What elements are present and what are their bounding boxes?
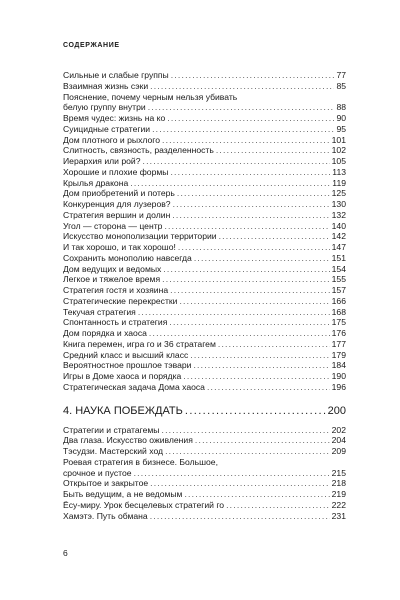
- toc-entry[interactable]: [63, 81, 346, 92]
- toc-entry[interactable]: [63, 446, 346, 457]
- toc-entry-page: 176: [331, 328, 346, 338]
- leader-dots: [218, 339, 330, 350]
- toc-entry-page: 142: [331, 231, 346, 242]
- toc-entry-title: срочное и пустое: [63, 467, 132, 478]
- toc-entry[interactable]: [63, 285, 346, 296]
- leader-dots: [165, 446, 330, 457]
- toc-entry-page: 231: [331, 510, 346, 521]
- leader-dots: [130, 178, 330, 189]
- toc-entry[interactable]: [63, 70, 346, 81]
- toc-entry-title: Стратегия гостя и хозяина: [63, 285, 169, 295]
- toc-entry-title: Вероятностное прошлое тэвари: [63, 360, 192, 371]
- leader-dots: [169, 317, 329, 328]
- toc-entry-title: Дом ведущих и ведомых: [63, 263, 162, 274]
- toc-entry[interactable]: [63, 124, 346, 135]
- leader-dots: [162, 135, 330, 146]
- toc-entry-title: Стратегические перекрестки: [63, 295, 178, 306]
- toc-entry-title: Крылья дракона: [63, 177, 129, 188]
- leader-dots: [170, 285, 330, 296]
- toc-entry-page: 190: [331, 371, 346, 381]
- toc-entry[interactable]: [63, 135, 346, 146]
- toc-entry-title: Быть ведущим, а не ведомым: [63, 489, 183, 499]
- chapter-page: 200: [327, 404, 346, 417]
- leader-dots: [194, 253, 330, 264]
- toc-entry-title: Хорошие и плохие формы: [63, 166, 169, 177]
- toc-entry-multiline[interactable]: [63, 92, 346, 114]
- leader-dots: [142, 156, 329, 167]
- leader-dots: [195, 435, 330, 446]
- toc-entry-title: Стратегическая задача Дома хаоса: [63, 381, 205, 392]
- toc-entry-title: Дом порядка и хаоса: [63, 328, 147, 338]
- toc-entry[interactable]: [63, 274, 346, 285]
- toc-entry[interactable]: [63, 188, 346, 199]
- leader-dots: [150, 81, 334, 92]
- toc-entry-page: 209: [331, 446, 346, 456]
- toc-entry-title-line1: Роевая стратегия в бизнесе. Большое,: [63, 456, 218, 467]
- toc-entry-page: 196: [331, 381, 346, 392]
- toc-entry-page: 101: [331, 134, 346, 145]
- toc-entry-title: Книга перемен, игра го и 36 стратагем: [63, 338, 216, 349]
- toc-entry[interactable]: [63, 382, 346, 393]
- toc-entry-page: 140: [331, 220, 346, 231]
- toc-entry[interactable]: [63, 145, 346, 156]
- leader-dots: [193, 360, 329, 371]
- leader-dots: [162, 274, 330, 285]
- table-of-contents: [63, 70, 346, 521]
- toc-entry-title: Игры в Доме хаоса и порядка: [63, 371, 182, 381]
- leader-dots: [150, 511, 330, 522]
- toc-entry-page: 77: [336, 70, 346, 80]
- toc-entry-title: Суицидные стратегии: [63, 123, 151, 134]
- leader-dots: [179, 296, 329, 307]
- toc-entry-page: 166: [331, 295, 346, 306]
- toc-entry[interactable]: [63, 178, 346, 189]
- leader-dots: [178, 242, 330, 253]
- toc-entry-page: 151: [331, 252, 346, 263]
- toc-entry-title: Искусство монополизации территории: [63, 231, 217, 242]
- toc-entry[interactable]: [63, 339, 346, 350]
- toc-entry-title: белую группу внутри: [63, 102, 146, 113]
- toc-entry[interactable]: [63, 113, 346, 124]
- toc-entry-page: 184: [331, 360, 346, 371]
- toc-entry-title: Слитность, связность, разделенность: [63, 145, 214, 156]
- toc-entry[interactable]: [63, 231, 346, 242]
- toc-entry-title-line1: Пояснение, почему черным нельзя убивать: [63, 91, 238, 102]
- toc-entry-page: 179: [331, 349, 346, 360]
- toc-entry-page: 132: [331, 209, 346, 220]
- toc-entry-page: 102: [331, 145, 346, 156]
- leader-dots: [226, 500, 330, 511]
- leader-dots: [152, 124, 334, 135]
- toc-entry-page: 222: [331, 499, 346, 510]
- toc-entry[interactable]: [63, 328, 346, 339]
- leader-dots: [172, 210, 329, 221]
- toc-entry[interactable]: [63, 489, 346, 500]
- toc-entry[interactable]: [63, 371, 346, 382]
- toc-entry-page: 88: [336, 102, 346, 113]
- toc-entry-title: Два глаза. Искусство оживления: [63, 435, 193, 446]
- leader-dots: [138, 307, 330, 318]
- toc-entry[interactable]: [63, 360, 346, 371]
- toc-entry-title: Хамэтэ. Путь обмана: [63, 510, 148, 521]
- toc-entry-page: 95: [336, 123, 346, 134]
- toc-entry-page: 202: [331, 424, 346, 435]
- leader-dots: [216, 145, 330, 156]
- leader-dots: [190, 350, 329, 361]
- toc-entry[interactable]: [63, 210, 346, 221]
- toc-entry-page: 85: [336, 80, 346, 91]
- toc-entry-page: 175: [331, 317, 346, 328]
- toc-entry[interactable]: [63, 435, 346, 446]
- toc-entry-title: Текучая стратегия: [63, 306, 136, 317]
- toc-entry-page: 125: [331, 188, 346, 199]
- toc-entry-title: Спонтанность и стратегия: [63, 317, 168, 328]
- toc-entry-title: Взаимная жизнь сэки: [63, 80, 149, 91]
- toc-entry-page: 105: [331, 156, 346, 166]
- page-number: 6: [63, 548, 68, 558]
- toc-entry-page: 218: [331, 478, 346, 489]
- toc-entry[interactable]: [63, 350, 346, 361]
- toc-entry-title: Легкое и тяжелое время: [63, 274, 161, 285]
- toc-entry-title: Средний класс и высший класс: [63, 349, 189, 360]
- running-header: СОДЕРЖАНИЕ: [63, 42, 120, 49]
- toc-entry-title: Стратегия вершин и долин: [63, 209, 171, 220]
- toc-entry-title: Тэсудзи. Мастерский ход: [63, 446, 164, 456]
- leader-dots: [183, 371, 329, 382]
- leader-dots: [184, 489, 329, 500]
- leader-dots: [177, 188, 330, 199]
- toc-entry-title: Открытое и закрытое: [63, 478, 149, 489]
- toc-entry[interactable]: [63, 307, 346, 318]
- toc-entry[interactable]: [63, 242, 346, 253]
- leader-dots: [207, 382, 330, 393]
- leader-dots: [150, 478, 330, 489]
- leader-dots: [161, 425, 329, 436]
- toc-entry[interactable]: [63, 317, 346, 328]
- toc-entry-page: 168: [331, 306, 346, 317]
- toc-entry[interactable]: [63, 199, 346, 210]
- toc-entry-page: 90: [336, 113, 346, 123]
- toc-entry-page: 119: [332, 177, 346, 188]
- toc-entry[interactable]: [63, 253, 346, 264]
- toc-entry-title: Дом плотного и рыхлого: [63, 134, 160, 145]
- toc-entry-title: И так хорошо, и так хорошо!: [63, 242, 176, 252]
- toc-entry-title: Время чудес: жизнь на ко: [63, 113, 166, 123]
- leader-dots: [148, 102, 335, 113]
- toc-entry[interactable]: [63, 167, 346, 178]
- toc-entry-title: Ёсу-миру. Урок бесцелевых стратегий го: [63, 499, 225, 510]
- leader-dots: [185, 404, 326, 418]
- toc-entry-title: Сохранить монополию навсегда: [63, 252, 192, 263]
- toc-entry-page: 147: [331, 242, 346, 252]
- toc-entry[interactable]: [63, 296, 346, 307]
- toc-entry[interactable]: [63, 264, 346, 275]
- toc-entry[interactable]: [63, 500, 346, 511]
- toc-entry[interactable]: [63, 425, 346, 436]
- leader-dots: [167, 113, 334, 124]
- toc-entry-page: 219: [331, 489, 346, 499]
- toc-entry-page: 130: [331, 199, 346, 209]
- leader-dots: [170, 167, 330, 178]
- toc-entry-page: 204: [331, 435, 346, 446]
- toc-entry-page: 157: [331, 285, 346, 295]
- toc-entry-page: 155: [331, 274, 346, 285]
- toc-entry-multiline[interactable]: [63, 457, 346, 479]
- leader-dots: [164, 221, 329, 232]
- toc-entry[interactable]: [63, 511, 346, 522]
- toc-entry[interactable]: [63, 221, 346, 232]
- toc-chapter-heading[interactable]: [63, 404, 346, 418]
- leader-dots: [173, 199, 330, 210]
- toc-entry-page: 177: [331, 338, 346, 349]
- chapter-title: 4. НАУКА ПОБЕЖДАТЬ: [63, 404, 183, 417]
- toc-entry[interactable]: [63, 156, 346, 167]
- leader-dots: [134, 468, 330, 479]
- toc-entry-title: Иерархия или рой?: [63, 156, 141, 166]
- toc-entry-page: 154: [331, 263, 346, 274]
- leader-dots: [163, 264, 329, 275]
- leader-dots: [171, 70, 335, 81]
- toc-entry-page: 113: [332, 166, 346, 177]
- leader-dots: [149, 328, 330, 339]
- toc-entry-title: Стратегии и стратагемы: [63, 424, 160, 435]
- toc-entry-title: Сильные и слабые группы: [63, 70, 169, 80]
- toc-entry[interactable]: [63, 478, 346, 489]
- toc-entry-title: Угол — сторона — центр: [63, 220, 163, 231]
- toc-entry-page: 215: [331, 467, 346, 478]
- leader-dots: [219, 231, 330, 242]
- toc-entry-title: Дом приобретений и потерь: [63, 188, 175, 199]
- toc-entry-title: Конкуренция для лузеров?: [63, 199, 171, 209]
